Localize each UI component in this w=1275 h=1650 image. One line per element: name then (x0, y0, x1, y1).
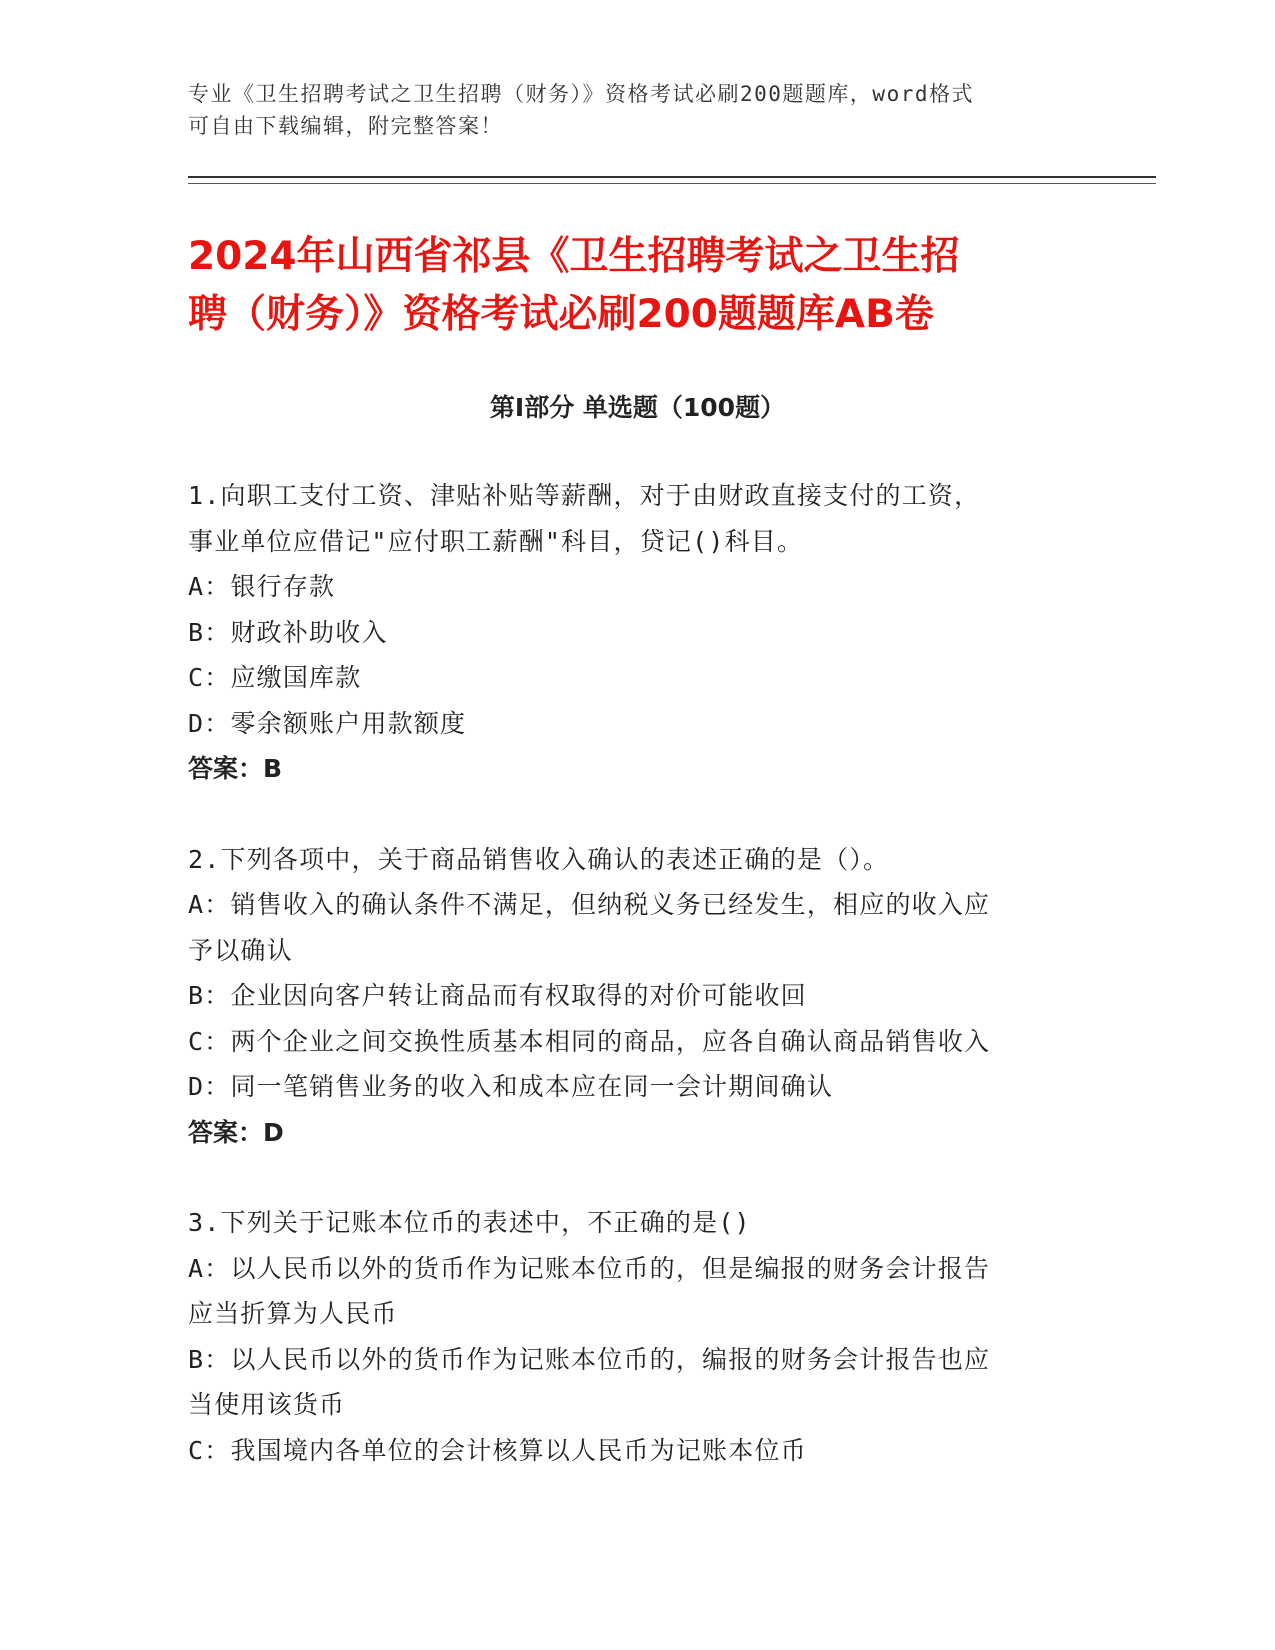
option-b-continued: 当使用该货币 (188, 1390, 346, 1419)
document-title-line2: 聘（财务）》资格考试必刷200题题库AB卷 (188, 292, 934, 337)
header-note (188, 78, 1068, 142)
document-title-line1: 2024年山西省祁县《卫生招聘考试之卫生招 (188, 234, 960, 279)
option-a-continued: 应当折算为人民币 (188, 1299, 398, 1328)
option-b: B：企业因向客户转让商品而有权取得的对价可能收回 (188, 981, 807, 1010)
question-list (188, 473, 1068, 1518)
option-b: B：以人民币以外的货币作为记账本位币的，编报的财务会计报告也应 (188, 1344, 991, 1374)
answer: 答案：D (188, 1117, 284, 1147)
question-2 (188, 837, 1068, 1156)
option-a-continued: 予以确认 (188, 935, 293, 965)
header-note-line1: 专业《卫生招聘考试之卫生招聘（财务）》资格考试必刷200题题库，word格式 (188, 82, 974, 106)
option-c: C：我国境内各单位的会计核算以人民币为记账本位币 (188, 1435, 807, 1465)
option-b: B：财政补助收入 (188, 617, 388, 647)
question-3 (188, 1200, 1068, 1473)
option-c: C：两个企业之间交换性质基本相同的商品，应各自确认商品销售收入 (188, 1026, 991, 1056)
document-title (188, 228, 1108, 344)
option-d: D：同一笔销售业务的收入和成本应在同一会计期间确认 (188, 1072, 834, 1101)
option-d: D：零余额账户用款额度 (188, 708, 467, 738)
header-note-line2: 可自由下载编辑，附完整答案！ (188, 114, 503, 138)
header-divider-thin (188, 183, 1156, 184)
question-stem: 3.下列关于记账本位币的表述中，不正确的是() (188, 1208, 751, 1237)
answer: 答案：B (188, 754, 283, 783)
question-1 (188, 473, 1068, 792)
option-a: A：销售收入的确认条件不满足，但纳税义务已经发生，相应的收入应 (188, 890, 991, 919)
option-a: A：银行存款 (188, 572, 336, 601)
section-heading: 第I部分 单选题（100题） (489, 393, 786, 422)
question-stem: 事业单位应借记"应付职工薪酬"科目，贷记()科目。 (188, 526, 804, 556)
question-stem: 2.下列各项中，关于商品销售收入确认的表述正确的是（）。 (188, 844, 890, 874)
header-divider-thick (188, 176, 1156, 178)
option-a: A：以人民币以外的货币作为记账本位币的，但是编报的财务会计报告 (188, 1253, 991, 1283)
option-c: C：应缴国库款 (188, 663, 362, 692)
question-stem: 1.向职工支付工资、津贴补贴等薪酬，对于由财政直接支付的工资， (188, 481, 981, 510)
